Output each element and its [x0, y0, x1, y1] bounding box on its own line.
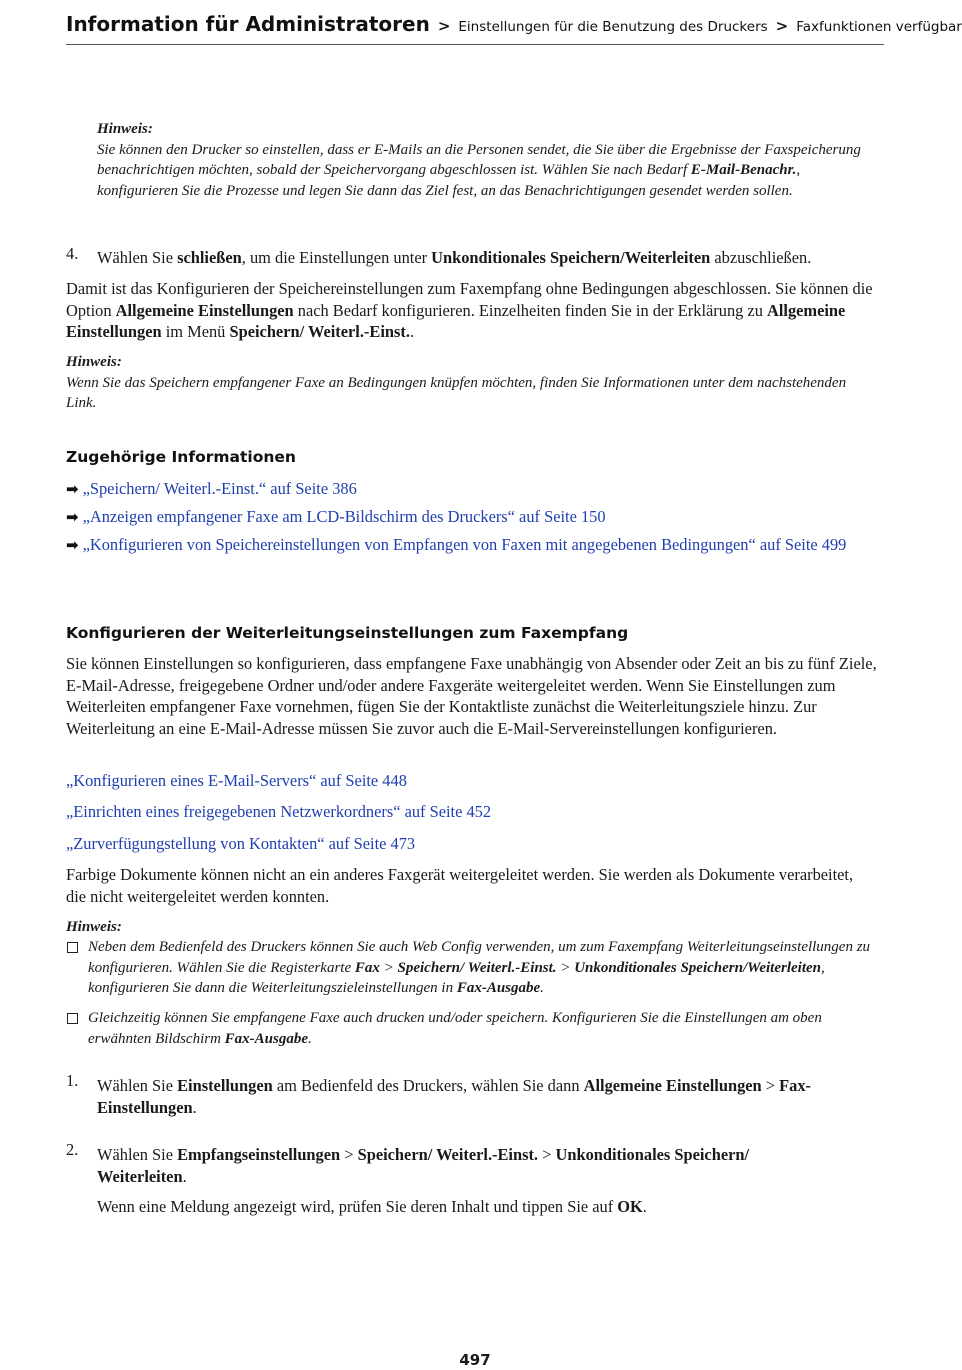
note-heading: Hinweis:: [66, 354, 122, 370]
checkbox-bullet-icon: [67, 942, 78, 953]
note-conditional-saving: [66, 352, 856, 414]
breadcrumb-item[interactable]: Einstellungen für die Benutzung des Druckers: [458, 19, 768, 35]
related-link-row: [66, 506, 866, 529]
arrow-right-icon: ➡: [66, 508, 79, 526]
breadcrumb-separator: >: [775, 17, 789, 35]
link-contacts[interactable]: „Zurverfügungstellung von Kontakten“ auf Seite 473: [66, 834, 416, 853]
text-part: >: [538, 1145, 556, 1164]
bold-term: Einstellungen: [177, 1076, 273, 1095]
page-number: 497: [459, 1351, 491, 1369]
step-number: 2.: [66, 1140, 79, 1159]
text-part: .: [308, 1030, 312, 1047]
bold-term: Unkonditionales Speichern/Weiterleiten: [574, 959, 822, 976]
text-part: Wählen Sie: [97, 1145, 178, 1164]
text-part: >: [379, 959, 398, 976]
related-link-row: [66, 478, 866, 501]
bold-term: Empfangseinstellungen: [177, 1145, 341, 1164]
bold-term: Unkonditionales Speichern/ Weiterleiten: [97, 1145, 750, 1186]
text-part: .: [540, 980, 544, 996]
note-list-item: [88, 937, 888, 999]
step-number: 4.: [66, 244, 79, 263]
link-email-server[interactable]: „Konfigurieren eines E-Mail-Servers“ auf Seite 448: [66, 771, 407, 790]
note-heading: Hinweis:: [66, 919, 122, 935]
note-heading: Hinweis:: [97, 121, 153, 137]
header-title: Information für Administratoren: [66, 12, 430, 36]
breadcrumb-separator: >: [437, 17, 451, 35]
link-row: [66, 770, 407, 792]
text-part: .: [182, 1166, 187, 1186]
text-part: abzuschließen.: [710, 248, 812, 267]
note-bold-term: E-Mail-Benachr.: [690, 162, 797, 178]
text-part: , konfigurieren Sie dann die Weiterleitungszieleinstellungen in: [88, 959, 825, 996]
text-part: .: [409, 322, 415, 341]
color-document-note: Farbige Dokumente können nicht an ein anderes Faxgerät weitergeleitet werden. Sie werden als Dokumente verarbeitet, die nicht weitergeleitet werden konnten.: [66, 865, 854, 906]
bold-term: Allgemeine Einstellungen: [583, 1076, 762, 1095]
text-part: nach Bedarf konfigurieren. Einzelheiten finden Sie in der Erklärung zu: [293, 300, 767, 320]
bold-term: Speichern/ Weiterl.-Einst.: [357, 1145, 539, 1164]
arrow-right-icon: ➡: [66, 536, 79, 554]
link-row: [66, 833, 415, 855]
step-2-subtext: [97, 1196, 877, 1218]
text-part: im Menü: [161, 322, 230, 341]
note-text-part: , konfigurieren Sie die Prozesse und legen Sie dann das Ziel fest, an das Benachrichtigungen gesendet werden sollen.: [97, 162, 801, 199]
breadcrumb-item[interactable]: Faxfunktionen verfügbar: [796, 19, 962, 35]
text-part: >: [761, 1076, 780, 1095]
note-text-part: Sie können den Drucker so einstellen, dass er E-Mails an die Personen sendet, die Sie über die Ergebnisse der Faxspeicherung benachrichtigen möchten, sobald der Speichervorgang abgeschlossen ist. Wählen Sie nach Bedarf: [97, 141, 861, 178]
section-intro-text: Sie können Einstellungen so konfigurieren, dass empfangene Faxe unabhängig von Absender oder Zeit an bis zu fünf Ziele, E-Mail-Adresse, freigegebene Ordner und/oder andere Faxgeräte weitergeleitet werden. Wenn Sie Einstellungen zum Weiterleiten empfangener Faxe vornehmen, fügen Sie der Kontaktliste zunächst die Weiterleitungsziele hinzu. Zur Weiterleitung an eine E-Mail-Adresse müssen Sie zuvor auch die E-Mail-Servereinstellungen konfigurieren.: [66, 654, 877, 738]
bold-term: Unkonditionales Speichern/Weiterleiten: [431, 248, 711, 267]
text-part: Gleichzeitig können Sie empfangene Faxe auch drucken und/oder speichern. Konfigurieren Sie die Einstellungen am oben erwähnten Bildschirm: [88, 1010, 822, 1047]
text-part: >: [556, 959, 575, 976]
note-text: Wenn Sie das Speichern empfangener Faxe an Bedingungen knüpfen möchten, finden Sie Informationen unter dem nachstehenden Link.: [66, 374, 847, 411]
text-part: Damit ist das Konfigurieren der Speichereinstellungen zum Faxempfang ohne Bedingungen abgeschlossen. Sie können die Option: [66, 279, 873, 320]
bold-term: Speichern/ Weiterl.-Einst.: [397, 959, 557, 976]
text-part: , um die Einstellungen unter: [241, 248, 432, 267]
arrow-right-icon: ➡: [66, 480, 79, 498]
text-part: am Bedienfeld des Druckers, wählen Sie dann: [272, 1076, 584, 1095]
related-link-lcd-display[interactable]: „Anzeigen empfangener Faxe am LCD-Bildschirm des Druckers“ auf Seite 150: [82, 507, 606, 526]
paragraph-completion: [66, 278, 891, 343]
section-heading: Konfigurieren der Weiterleitungseinstellungen zum Faxempfang: [66, 624, 629, 642]
page-header: [66, 12, 962, 45]
text-part: .: [192, 1097, 197, 1117]
step-number: 1.: [66, 1071, 79, 1090]
checkbox-bullet-icon: [67, 1013, 78, 1024]
step-2-text: [97, 1144, 817, 1187]
related-link-storage[interactable]: „Speichern/ Weiterl.-Einst.“ auf Seite 386: [82, 479, 357, 498]
link-row: [66, 801, 491, 823]
text-part: Wählen Sie: [97, 248, 178, 267]
bold-term: schließen: [177, 248, 242, 267]
bold-term: Allgemeine Einstellungen: [115, 300, 294, 320]
bold-term: Fax-Ausgabe: [456, 980, 541, 996]
bold-term: Fax-Ausgabe: [224, 1030, 308, 1047]
note-text: [97, 140, 867, 202]
related-info-heading: Zugehörige Informationen: [66, 448, 296, 466]
bold-term: OK: [617, 1197, 643, 1216]
note-list-item: [88, 1008, 888, 1049]
bold-term: Allgemeine Einstellungen: [66, 300, 846, 341]
link-network-folder[interactable]: „Einrichten eines freigegebenen Netzwerkordners“ auf Seite 452: [66, 802, 492, 821]
note-email-notification: [97, 119, 867, 201]
step-1-text: [97, 1075, 877, 1118]
text-part: Wenn eine Meldung angezeigt wird, prüfen Sie deren Inhalt und tippen Sie auf: [97, 1197, 618, 1216]
text-part: >: [340, 1145, 358, 1164]
bold-term: Fax: [354, 959, 380, 976]
note-forwarding: [66, 917, 891, 938]
bold-term: Speichern/ Weiterl.-Einst.: [229, 322, 410, 341]
text-part: Wählen Sie: [97, 1076, 178, 1095]
text-part: Neben dem Bedienfeld des Druckers können Sie auch Web Config verwenden, um zum Faxempfang Weiterleitungseinstellungen zu konfigurieren. Wählen Sie die Registerkarte: [88, 939, 871, 976]
text-part: .: [642, 1197, 647, 1216]
bold-term: Fax-Einstellungen: [97, 1076, 811, 1117]
step-4-text: [97, 247, 897, 269]
related-link-conditional-settings[interactable]: „Konfigurieren von Speichereinstellungen von Empfangen von Faxen mit angegebenen Bedingungen“ auf Seite 499: [82, 535, 847, 554]
related-link-row: [66, 534, 856, 557]
